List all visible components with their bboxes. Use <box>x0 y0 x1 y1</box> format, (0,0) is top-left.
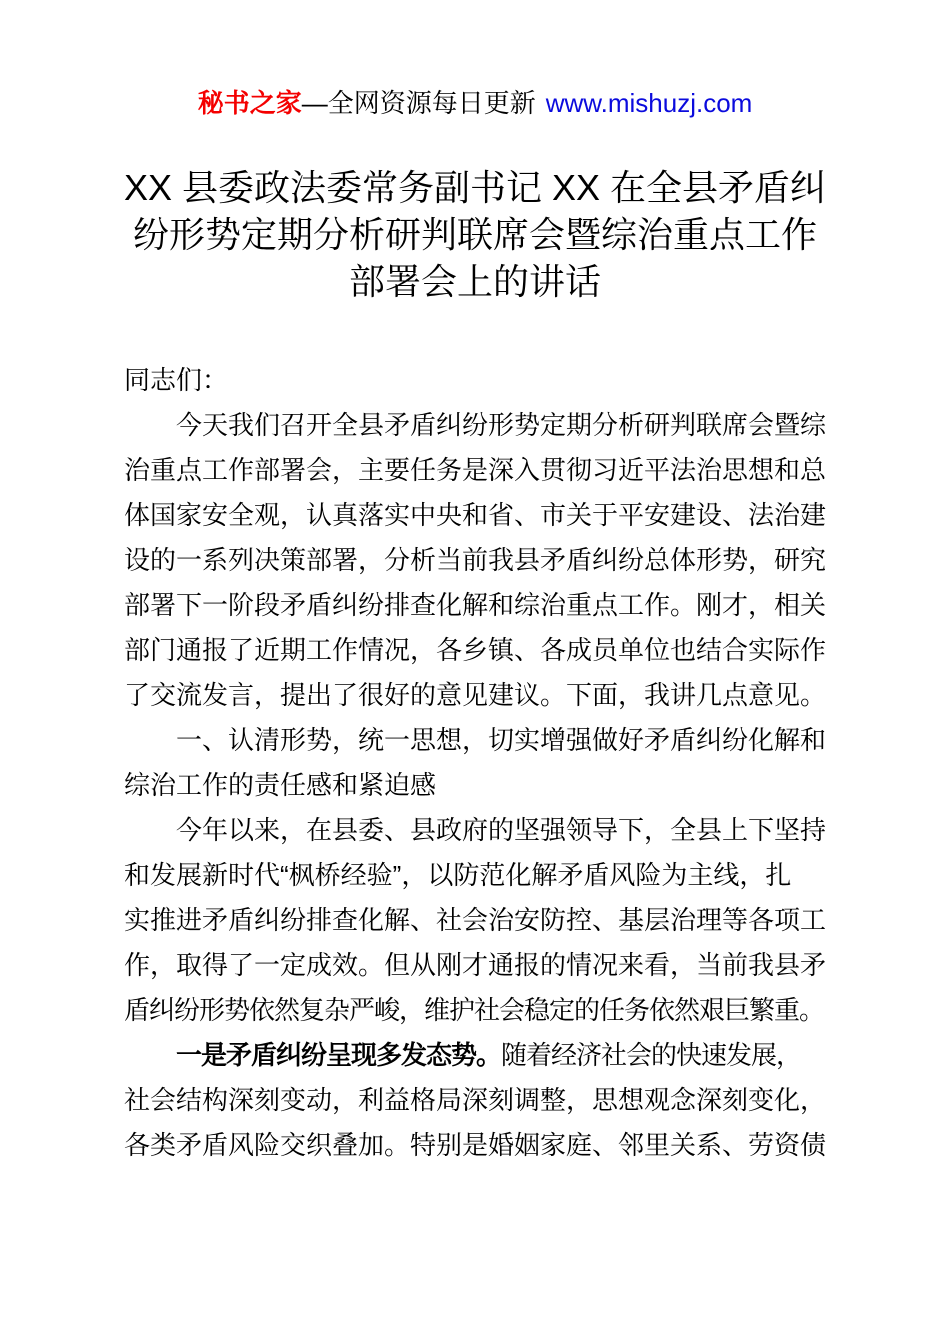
body-line: 治重点工作部署会，主要任务是深入贯彻习近平法治思想和总 <box>124 455 827 485</box>
body-line: 社会结构深刻变动，利益格局深刻调整，思想观念深刻变化， <box>124 1085 827 1115</box>
site-name: 秘书之家 <box>197 88 302 118</box>
body-line: 今年以来，在县委、县政府的坚强领导下，全县上下坚持 <box>176 815 827 845</box>
body-line-salutation: 同志们： <box>124 365 229 395</box>
body-line: 各类矛盾风险交织叠加。特别是婚姻家庭、邻里关系、劳资债 <box>124 1130 827 1160</box>
title-line: XX 县委政法委常务副书记 XX 在全县矛盾纠 <box>123 167 827 208</box>
body-line: 部署下一阶段矛盾纠纷排查化解和综治重点工作。刚才，相关 <box>124 590 827 620</box>
body-line: 设的一系列决策部署，分析当前我县矛盾纠纷总体形势，研究 <box>124 545 827 575</box>
body-line-text: 随着经济社会的快速发展， <box>501 1040 802 1070</box>
body-line: 和发展新时代“枫桥经验”，以防范化解矛盾风险为主线，扎 <box>124 860 792 890</box>
title-line: 纷形势定期分析研判联席会暨综治重点工作 <box>132 214 817 255</box>
body-line: 了交流发言，提出了很好的意见建议。下面，我讲几点意见。 <box>124 680 827 710</box>
site-header <box>0 0 950 122</box>
bold-lead-text: 一是矛盾纠纷呈现多发态势。 <box>176 1040 502 1070</box>
body-line-bold-lead <box>124 1033 826 1078</box>
body-line: 部门通报了近期工作情况，各乡镇、各成员单位也结合实际作 <box>124 635 827 665</box>
document-body <box>124 358 826 1168</box>
body-line-section-heading: 一、认清形势，统一思想，切实增强做好矛盾纠纷化解和 <box>176 725 827 755</box>
document-title <box>0 164 950 305</box>
body-line-section-heading: 综治工作的责任感和紧迫感 <box>124 770 437 800</box>
body-line: 体国家安全观，认真落实中央和省、市关于平安建设、法治建 <box>124 500 827 530</box>
site-tagline: —全网资源每日更新 <box>301 88 536 118</box>
body-line: 实推进矛盾纠纷排查化解、社会治安防控、基层治理等各项工 <box>124 905 827 935</box>
body-line: 作，取得了一定成效。但从刚才通报的情况来看，当前我县矛 <box>124 950 827 980</box>
body-line: 今天我们召开全县矛盾纠纷形势定期分析研判联席会暨综 <box>176 410 827 440</box>
site-url-link[interactable]: www.mishuzj.com <box>545 88 753 118</box>
title-line: 部署会上的讲话 <box>348 261 601 302</box>
body-line: 盾纠纷形势依然复杂严峻，维护社会稳定的任务依然艰巨繁重。 <box>124 995 825 1025</box>
